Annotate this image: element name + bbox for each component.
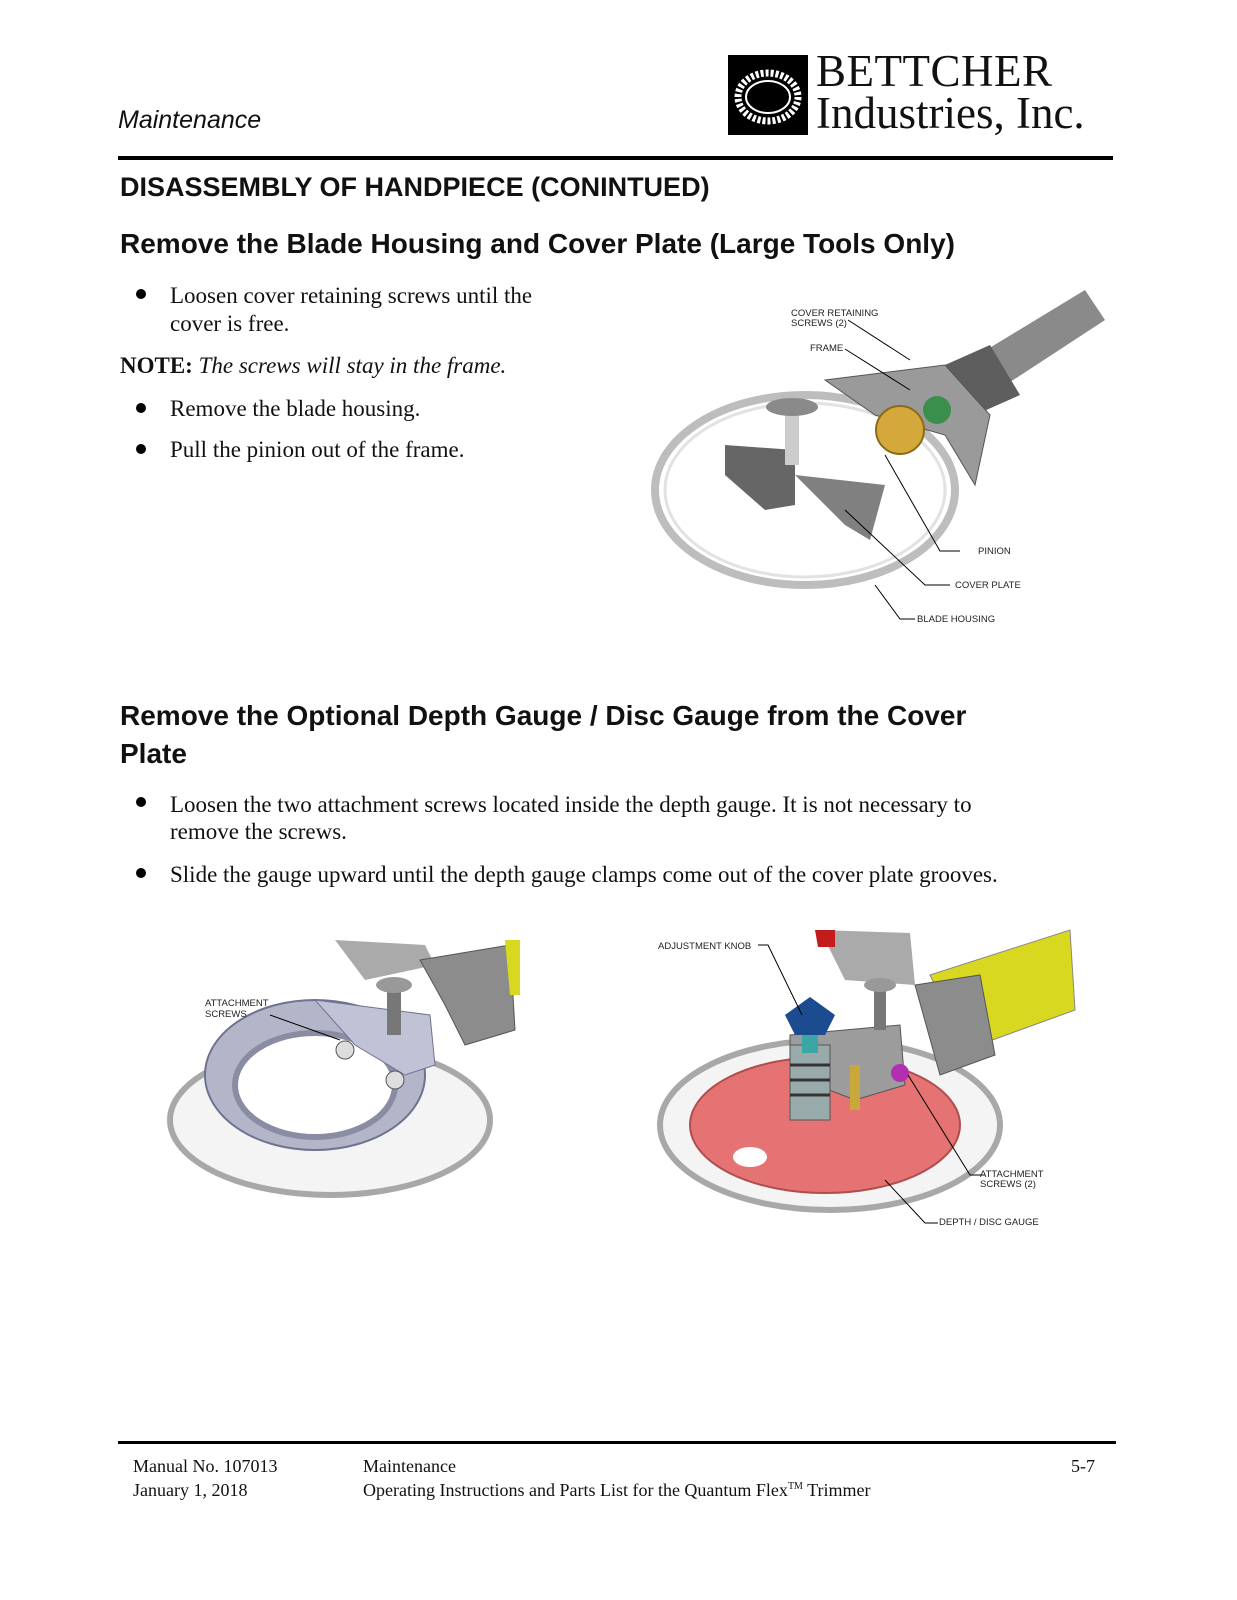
- section1-heading: Remove the Blade Housing and Cover Plate (Large Tools Only): [120, 228, 955, 259]
- bullet-dot: [136, 289, 146, 299]
- section1-bullet-3: Pull the pinion out of the frame.: [170, 437, 465, 462]
- callout-right-attach-2: SCREWS (2): [980, 1179, 1036, 1190]
- section2-bullet-1a: Loosen the two attachment screws located inside the depth gauge. It is not necessary to: [170, 792, 972, 817]
- section1-bullet-1b: cover is free.: [170, 311, 290, 336]
- figure-depth-gauge-left: [165, 935, 525, 1210]
- footer-date: January 1, 2018: [133, 1480, 248, 1500]
- footer-tm: TM: [787, 1481, 803, 1492]
- callout-cover-screws-2: SCREWS (2): [791, 318, 847, 329]
- callout-blade-housing: BLADE HOUSING: [917, 614, 996, 625]
- bullet-dot: [136, 797, 146, 807]
- section2-heading-line2: Plate: [120, 738, 187, 769]
- bullet-dot: [136, 444, 146, 454]
- section2-bullet-1b: remove the screws.: [170, 819, 347, 844]
- footer-rule: [118, 1441, 1116, 1444]
- note: [120, 352, 506, 379]
- footer-section: Maintenance: [363, 1456, 456, 1476]
- section2-heading-line1: Remove the Optional Depth Gauge / Disc Gauge from the Cover: [120, 700, 967, 731]
- logo-line2: Industries, Inc.: [816, 88, 1085, 138]
- section1-bullet-2: Remove the blade housing.: [170, 396, 421, 421]
- callout-left-attach-1: ATTACHMENT: [205, 998, 269, 1009]
- figure-depth-gauge-right: [650, 925, 1110, 1235]
- callout-adjustment-knob: ADJUSTMENT KNOB: [658, 941, 752, 952]
- page-title: DISASSEMBLY OF HANDPIECE (CONINTUED): [120, 172, 710, 202]
- note-label: NOTE:: [120, 353, 193, 378]
- header-rule: [118, 156, 1113, 160]
- callout-depth-disc-gauge: DEPTH / DISC GAUGE: [939, 1217, 1039, 1228]
- callout-cover-plate: COVER PLATE: [955, 580, 1021, 591]
- footer-doc-title-main: Operating Instructions and Parts List for the Quantum Flex: [363, 1480, 788, 1500]
- callout-cover-screws-1: COVER RETAINING: [791, 308, 879, 319]
- note-text: The screws will stay in the frame.: [198, 353, 507, 378]
- footer-page-number: 5-7: [1071, 1456, 1095, 1476]
- callout-left-attach-2: SCREWS: [205, 1009, 247, 1020]
- logo-blade-emblem: [728, 55, 808, 135]
- footer-manual-no: Manual No. 107013: [133, 1456, 278, 1476]
- bettcher-logo: [728, 46, 1114, 138]
- header-section-label: Maintenance: [118, 106, 262, 134]
- bullet-dot: [136, 403, 146, 413]
- footer-doc-title: [363, 1480, 870, 1501]
- callout-right-attach-1: ATTACHMENT: [980, 1169, 1044, 1180]
- logo-line1: BETTCHER: [816, 46, 1053, 96]
- footer-doc-title-end: Trimmer: [802, 1480, 871, 1500]
- section1-bullet-1a: Loosen cover retaining screws until the: [170, 283, 533, 308]
- section2-bullet-2: Slide the gauge upward until the depth gauge clamps come out of the cover plate grooves.: [170, 862, 998, 887]
- figure-blade-housing: [645, 285, 1115, 635]
- callout-pinion: PINION: [978, 546, 1011, 557]
- callout-frame: FRAME: [810, 343, 844, 354]
- bullet-dot: [136, 868, 146, 878]
